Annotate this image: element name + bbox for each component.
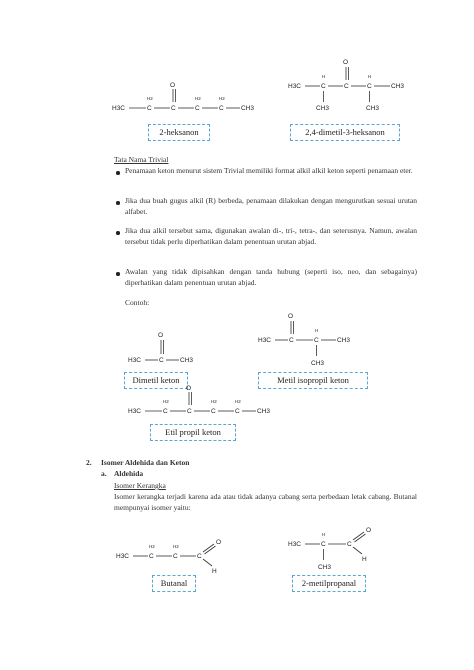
svg-text:C: C xyxy=(211,408,216,415)
svg-text:C: C xyxy=(149,553,154,560)
svg-text:H2: H2 xyxy=(235,399,241,404)
structure-2-methylpropanal xyxy=(288,522,398,577)
svg-text:H3C: H3C xyxy=(288,83,302,90)
structure-2-hexanone xyxy=(112,82,262,122)
bullet-text-2: Jika dua buah gugus alkil (R) berbeda, penamaan dilakukan dengan mengurutkan sesuai urutan alfabet. xyxy=(125,196,417,216)
svg-text:H3C: H3C xyxy=(288,541,302,548)
isomer-heading: Isomer Kerangka xyxy=(114,481,166,490)
svg-text:O: O xyxy=(288,313,294,320)
svg-text:H3C: H3C xyxy=(128,357,142,364)
svg-text:O: O xyxy=(170,82,176,89)
label-butanal: Butanal xyxy=(152,575,196,592)
structure-dimethyl-ketone xyxy=(128,330,208,370)
svg-text:CH3: CH3 xyxy=(241,105,255,112)
svg-text:C: C xyxy=(321,83,326,90)
structure-dimethylhexanone xyxy=(288,56,418,116)
structure-methyl-isopropyl-ketone xyxy=(258,310,368,370)
label-dimethyl-ketone: Dimetil keton xyxy=(124,372,188,389)
svg-text:C: C xyxy=(197,553,202,560)
svg-text:C: C xyxy=(367,83,372,90)
svg-text:C: C xyxy=(289,337,294,344)
svg-text:C: C xyxy=(314,337,319,344)
svg-text:O: O xyxy=(366,527,372,534)
svg-text:H: H xyxy=(322,532,326,537)
svg-text:C: C xyxy=(344,83,349,90)
label-ethyl-propyl-ketone: Etil propil keton xyxy=(150,424,236,441)
bullet xyxy=(116,231,120,235)
svg-text:H2: H2 xyxy=(163,399,169,404)
svg-text:CH3: CH3 xyxy=(311,360,325,367)
svg-text:CH3: CH3 xyxy=(391,83,405,90)
svg-text:H2: H2 xyxy=(147,96,153,101)
bullet xyxy=(116,272,120,276)
svg-text:H3C: H3C xyxy=(116,553,130,560)
svg-text:H: H xyxy=(212,568,217,575)
bullet xyxy=(116,171,120,175)
svg-text:CH3: CH3 xyxy=(180,357,194,364)
svg-text:C: C xyxy=(159,357,164,364)
svg-text:CH3: CH3 xyxy=(257,408,271,415)
bullet-text-1: Penamaan keton menurut sistem Trivial memiliki format alkil alkil keton seperti penamaan eter. xyxy=(125,166,413,175)
svg-text:H: H xyxy=(322,74,326,79)
svg-text:H: H xyxy=(362,556,367,563)
svg-text:C: C xyxy=(321,541,326,548)
structure-ethyl-propyl-ketone xyxy=(128,385,278,425)
svg-text:C: C xyxy=(171,105,176,112)
chem-h3c: H3C xyxy=(112,105,126,112)
bullet-text-3: Jika dua alkil tersebut sama, digunakan awalan di-, tri-, tetra-, dan seterusnya. Namun, awalan tersebut tidak perlu diperhatikan dalam penentuan urutan abjad. xyxy=(125,226,417,246)
svg-text:C: C xyxy=(147,105,152,112)
svg-text:O: O xyxy=(158,332,164,339)
svg-text:C: C xyxy=(219,105,224,112)
subsection-title: Aldehida xyxy=(114,469,144,478)
svg-text:H2: H2 xyxy=(219,96,225,101)
label-2-methylpropanal: 2-metilpropanal xyxy=(292,575,366,592)
svg-text:O: O xyxy=(343,59,349,66)
label-2-hexanone: 2-heksanon xyxy=(148,124,210,141)
label-methyl-isopropyl-ketone: Metil isopropil keton xyxy=(258,372,368,389)
svg-text:C: C xyxy=(347,541,352,548)
svg-text:O: O xyxy=(216,539,222,546)
svg-text:C: C xyxy=(173,553,178,560)
svg-text:CH3: CH3 xyxy=(366,105,380,112)
svg-text:C: C xyxy=(235,408,240,415)
svg-text:H: H xyxy=(315,328,319,333)
svg-text:CH3: CH3 xyxy=(318,564,332,571)
section-number: 2. xyxy=(86,458,92,467)
svg-text:C: C xyxy=(163,408,168,415)
label-dimethylhexanone: 2,4-dimetil-3-heksanon xyxy=(290,124,400,141)
svg-text:H2: H2 xyxy=(195,96,201,101)
svg-text:C: C xyxy=(195,105,200,112)
svg-text:H: H xyxy=(368,74,372,79)
bullet xyxy=(116,201,120,205)
isomer-text: Isomer kerangka terjadi karena ada atau tidak adanya cabang serta perbedaan letak cabang. Butanal mempunyai isomer yaitu: xyxy=(114,492,417,512)
svg-text:O: O xyxy=(186,385,192,392)
svg-text:C: C xyxy=(187,408,192,415)
svg-text:CH3: CH3 xyxy=(337,337,351,344)
subsection-letter: a. xyxy=(101,469,107,478)
svg-text:H2: H2 xyxy=(149,544,155,549)
svg-text:CH3: CH3 xyxy=(316,105,330,112)
examples-label: Contoh: xyxy=(125,298,150,307)
svg-text:H2: H2 xyxy=(173,544,179,549)
bullet-text-4: Awalan yang tidak dipisahkan dengan tanda hubung (seperti iso, neo, dan sebagainya) diperhatikan dalam penentuan urutan abjad. xyxy=(125,267,417,287)
svg-text:H3C: H3C xyxy=(258,337,272,344)
structure-butanal xyxy=(116,530,236,575)
svg-text:H3C: H3C xyxy=(128,408,142,415)
section-title: Isomer Aldehida dan Keton xyxy=(101,458,190,467)
svg-text:H2: H2 xyxy=(211,399,217,404)
trivial-heading: Tata Nama Trivial xyxy=(114,155,169,164)
